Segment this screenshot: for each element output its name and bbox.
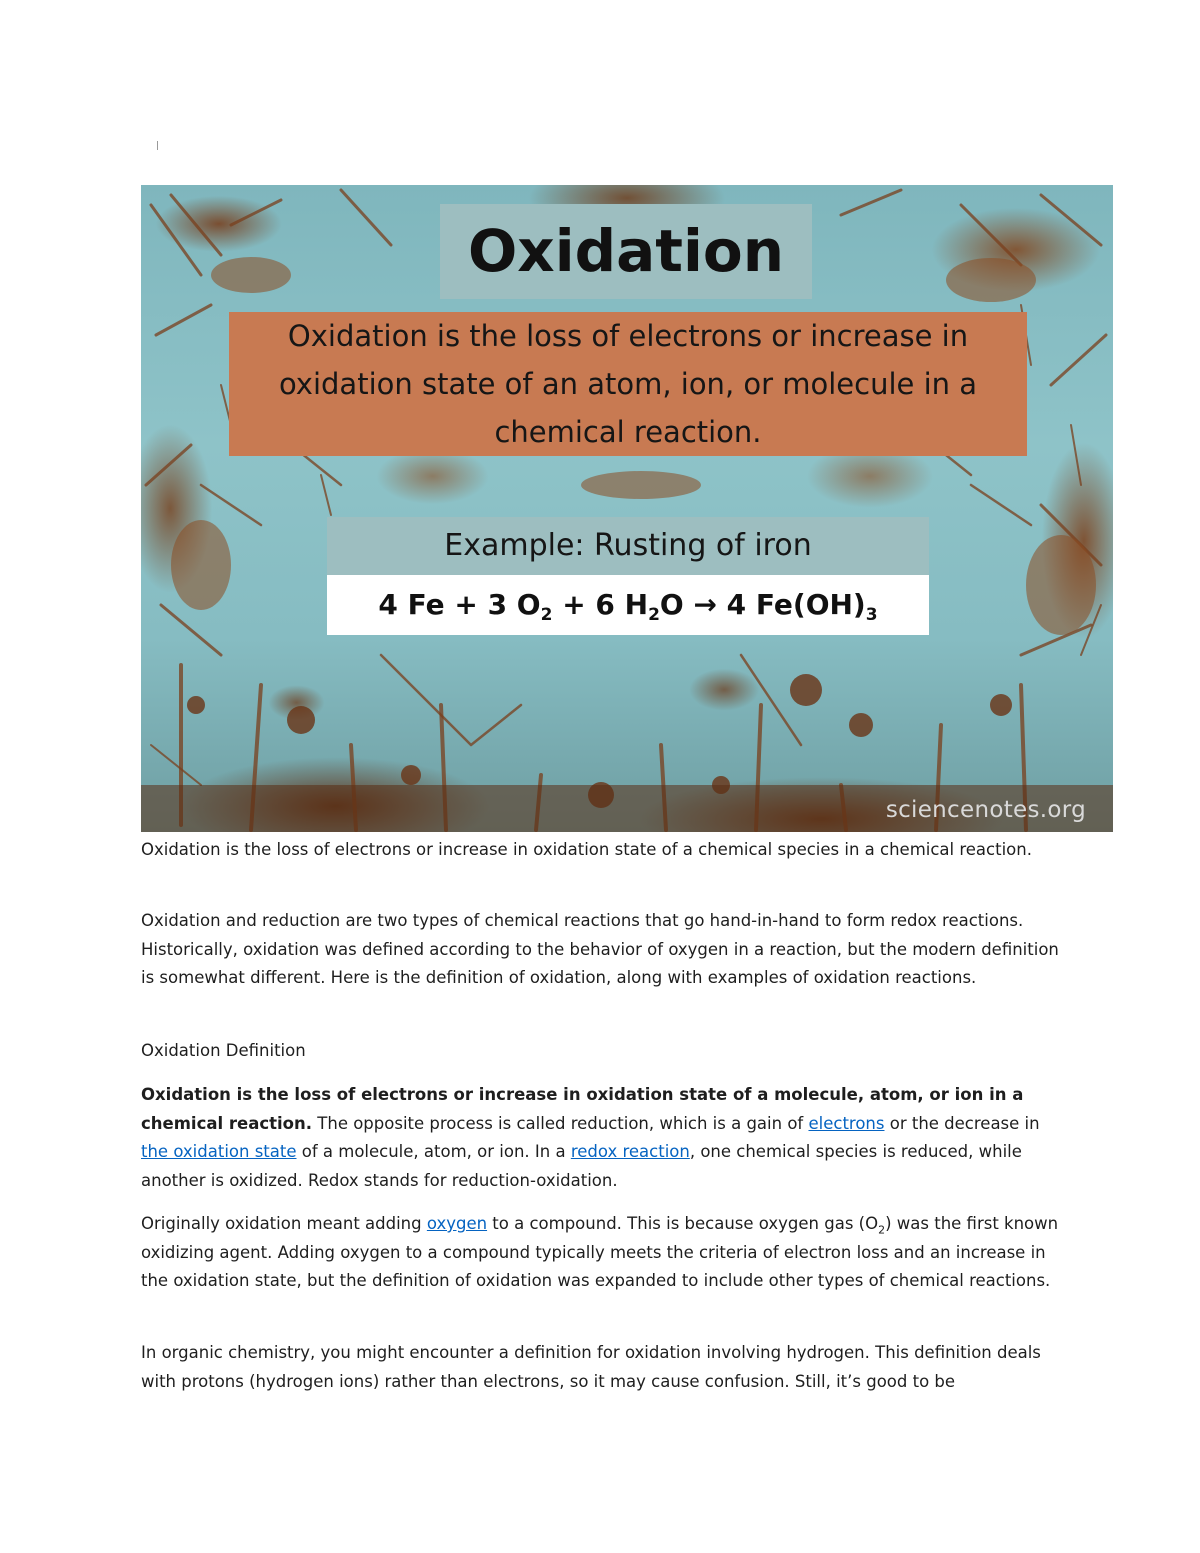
- definition-text-3: of a molecule, atom, or ion. In a: [296, 1142, 571, 1162]
- section-heading: Oxidation Definition: [141, 1041, 306, 1060]
- equation-subscript-3: 3: [865, 605, 878, 625]
- image-watermark: sciencenotes.org: [885, 797, 1086, 823]
- definition-paragraph: [141, 1081, 1061, 1195]
- infographic-definition: Oxidation is the loss of electrons or increase in oxidation state of an atom, ion, or molecule in a chemical reaction.: [229, 312, 1027, 456]
- definition-text-2: or the decrease in: [884, 1113, 1040, 1133]
- oxygen-link[interactable]: oxygen: [426, 1214, 488, 1233]
- intro-paragraph: Oxidation and reduction are two types of chemical reactions that go hand-in-hand to form redox reactions. Historically, oxidation was defined according to the behavior of oxygen in a reaction, but the modern definition is somewhat different. Here is the definition of oxidation, along with examples of oxidation reactions.: [141, 911, 1059, 988]
- oxidation-state-link[interactable]: the oxidation state: [141, 1142, 297, 1162]
- oxidation-infographic-image: [141, 185, 1113, 832]
- equation-part-2: + 6 H: [552, 588, 649, 621]
- history-text-3: ) was the first known oxidizing agent. Adding oxygen to a compound typically meets the criteria of electron loss and an increase in the oxidation state, but the definition of oxidation was expanded to include other types of chemical reactions.: [141, 1214, 1059, 1291]
- equation-part-3: O → 4 Fe(OH): [659, 588, 866, 621]
- text-cursor-mark: [157, 141, 158, 150]
- history-paragraph: [141, 1210, 1061, 1296]
- redox-reaction-link[interactable]: redox reaction: [570, 1142, 690, 1162]
- infographic-title: Oxidation: [440, 204, 812, 299]
- definition-bold-text: Oxidation is the loss of electrons or increase in oxidation state of a molecule, atom, or ion in a chemical reaction.: [141, 1085, 1024, 1133]
- infographic-example-label: Example: Rusting of iron: [327, 517, 929, 575]
- equation-subscript-1: 2: [540, 605, 553, 625]
- image-caption: Oxidation is the loss of electrons or increase in oxidation state of a chemical species in a chemical reaction.: [141, 840, 1032, 859]
- equation-part-1: 4 Fe + 3 O: [378, 588, 541, 621]
- history-text-1: Originally oxidation meant adding: [141, 1214, 427, 1233]
- history-text-2: to a compound. This is because oxygen gas (O: [487, 1214, 879, 1233]
- definition-text-4: , one chemical species is reduced, while another is oxidized. Redox stands for reduction-oxidation.: [141, 1142, 1022, 1190]
- electrons-link[interactable]: electrons: [808, 1113, 885, 1133]
- oxygen-subscript: 2: [878, 1223, 886, 1237]
- infographic-equation: [327, 575, 929, 635]
- organic-paragraph: In organic chemistry, you might encounter a definition for oxidation involving hydrogen. This definition deals with protons (hydrogen ions) rather than electrons, so it may cause confusion. Still, it’s good to be: [141, 1343, 1041, 1391]
- definition-text-1: The opposite process is called reduction, which is a gain of: [312, 1113, 809, 1133]
- equation-subscript-2: 2: [648, 605, 660, 625]
